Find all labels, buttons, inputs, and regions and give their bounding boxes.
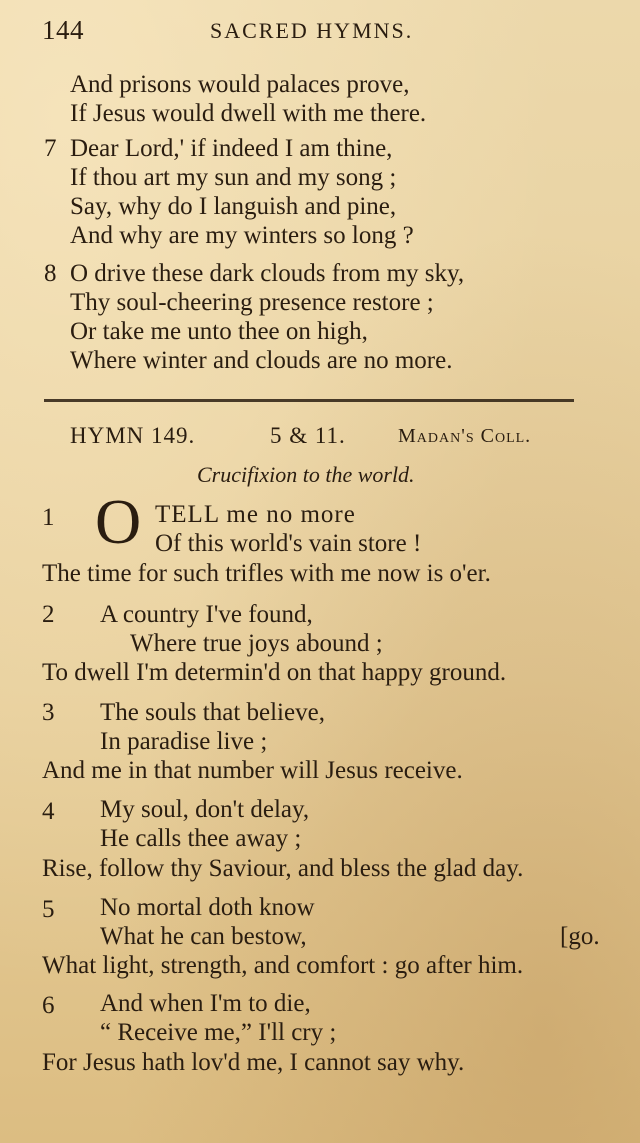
page-number: 144 xyxy=(42,15,84,45)
verse-line: In paradise live ; xyxy=(100,728,268,755)
verse-line: And when I'm to die, xyxy=(100,990,311,1017)
verse-line: Dear Lord,' if indeed I am thine, xyxy=(70,135,393,162)
drop-cap: O xyxy=(95,486,142,557)
hymn-subtitle: Crucifixion to the world. xyxy=(197,462,415,487)
verse-line: O drive these dark clouds from my sky, xyxy=(70,260,465,287)
verse-line: The souls that believe, xyxy=(100,699,325,726)
verse-number: 5 xyxy=(42,896,55,923)
verse-line: A country I've found, xyxy=(100,601,313,628)
verse-line: Where winter and clouds are no more. xyxy=(70,347,453,374)
verse-number: 7 xyxy=(44,135,57,162)
verse-line: What he can bestow, xyxy=(100,923,307,950)
hymn-meter: 5 & 11. xyxy=(270,423,346,448)
verse-line: And me in that number will Jesus receive. xyxy=(42,757,463,784)
verse-line: No mortal doth know xyxy=(100,894,315,921)
verse-line: The time for such trifles with me now is o'er. xyxy=(42,560,491,587)
verse-line: Say, why do I languish and pine, xyxy=(70,193,397,220)
verse-number: 6 xyxy=(42,992,55,1019)
hymn-source: Madan's Coll. xyxy=(398,425,532,447)
verse-line: Of this world's vain store ! xyxy=(155,530,422,557)
verse-line: And why are my winters so long ? xyxy=(70,222,414,249)
verse-number: 1 xyxy=(42,504,55,531)
verse-line: What light, strength, and comfort : go after him. xyxy=(42,952,524,979)
verse-line: To dwell I'm determin'd on that happy ground. xyxy=(42,659,507,686)
section-divider xyxy=(44,399,574,402)
verse-line: He calls thee away ; xyxy=(100,825,302,852)
running-title: SACRED HYMNS. xyxy=(210,18,414,43)
verse-line: Thy soul-cheering presence restore ; xyxy=(70,289,434,316)
verse-line: My soul, don't delay, xyxy=(100,796,310,823)
verse-line: Rise, follow thy Saviour, and bless the glad day. xyxy=(42,855,524,882)
verse-line: If Jesus would dwell with me there. xyxy=(70,100,427,127)
verse-turnover: [go. xyxy=(560,923,600,950)
verse-line: If thou art my sun and my song ; xyxy=(70,164,397,191)
verse-line: Or take me unto thee on high, xyxy=(70,318,368,345)
verse-line: For Jesus hath lov'd me, I cannot say why. xyxy=(42,1049,465,1076)
verse-line: TELL me no more xyxy=(155,501,356,528)
verse-number: 4 xyxy=(42,798,55,825)
verse-line: Where true joys abound ; xyxy=(130,630,383,657)
verse-number: 2 xyxy=(42,601,55,628)
verse-line: And prisons would palaces prove, xyxy=(70,71,410,98)
verse-line: “ Receive me,” I'll cry ; xyxy=(100,1019,337,1046)
verse-number: 8 xyxy=(44,260,57,287)
hymn-number: HYMN 149. xyxy=(70,423,196,448)
verse-number: 3 xyxy=(42,699,55,726)
